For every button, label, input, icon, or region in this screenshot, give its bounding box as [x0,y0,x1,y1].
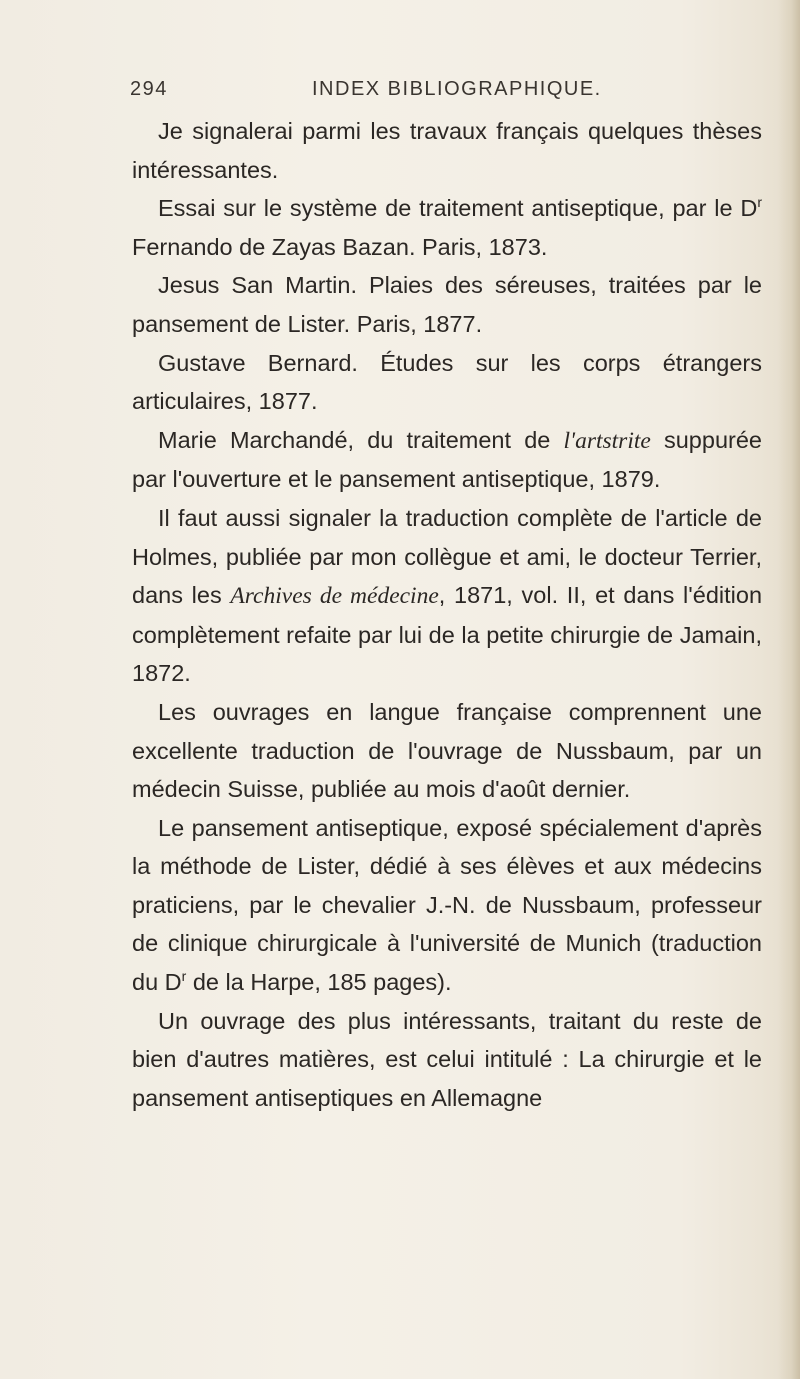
paragraph-theses-intro: Je signalerai parmi les travaux français quelques thèses intéressantes. [132,118,762,183]
text-run: Fernando de Zayas Bazan. Paris, 1873. [132,233,548,260]
paragraph-french-works: Les ouvrages en langue française comprennent une excellente traduction de l'ouvrage de Nussbaum, par un médecin Suisse, publiée au mois d'août dernier. [132,698,762,803]
superscript: r [757,194,762,211]
page-number: 294 [130,78,168,100]
running-title: INDEX BIBLIOGRAPHIQUE. [312,78,602,100]
text-run: , 1871, vol. II, et dans l'édition complètement refaite par lui de la petite chirurgie de Jamain, 1872. [132,582,763,687]
text-run: Il faut aussi signaler la traduction complète de l'article de Holmes, publiée par mon collègue et ami, le docteur Terrier, dans les [132,504,762,609]
body-text [132,112,762,1117]
paragraph-bernard: Gustave Bernard. Études sur les corps étrangers articulaires, 1877. [132,349,762,415]
text-run: Essai sur le système de traitement antiseptique, par le D [158,195,758,222]
italic-journal-title: Archives de médecine [230,583,439,610]
text-run: Marie Marchandé, du traitement de [158,426,564,453]
text-run: suppurée par l'ouverture et le pansement antiseptique, 1879. [132,426,762,493]
page-edge-shadow [778,0,800,1379]
text-run: de la Harpe, 185 pages). [186,969,452,996]
superscript: r [181,968,187,985]
paragraph-san-martin: Jesus San Martin. Plaies des séreuses, traitées par le pansement de Lister. Paris, 1877. [132,272,762,337]
text-run: Le pansement antiseptique, exposé spécialement d'après la méthode de Lister, dédié à ses élèves et aux médecins praticiens, par le chevalier J.-N. de Nussbaum, professeur de clinique chirurgicale à l'université de Munich (traduction du D [132,814,762,996]
paragraph-allemagne: Un ouvrage des plus intéressants, traitant du reste de bien d'autres matières, est celui intitulé : La chirurgie et le pansement antiseptiques en Allemagne [132,1007,762,1111]
paragraph-nussbaum [132,809,762,1002]
paragraph-marchande [132,421,762,499]
page-header [130,78,770,112]
paragraph-zayas-bazan [132,189,762,266]
italic-term: l'artstrite [563,427,651,454]
paragraph-holmes-translation [132,499,762,693]
